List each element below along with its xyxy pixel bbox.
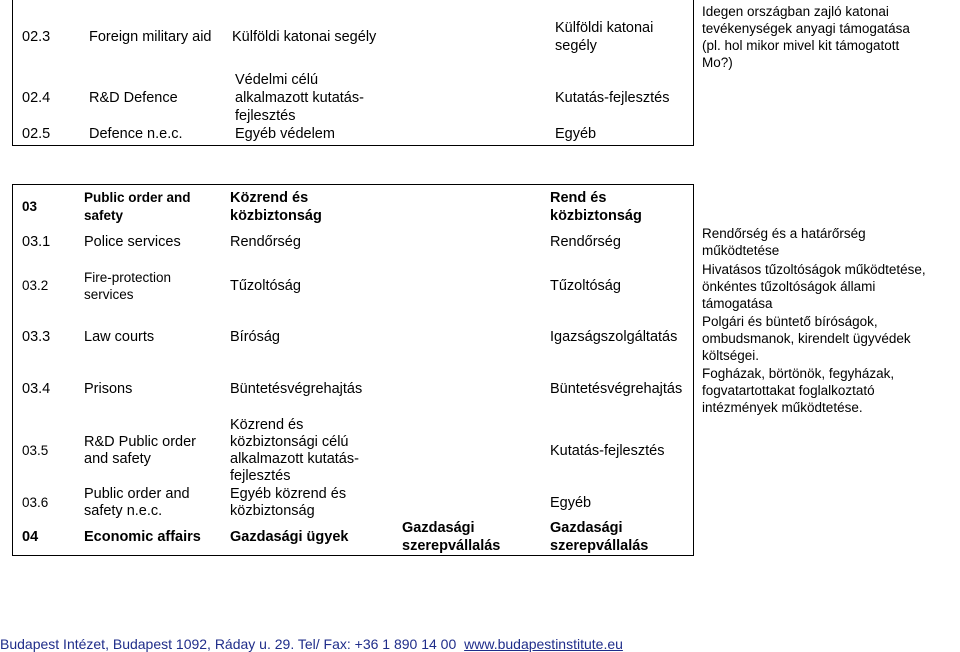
row-category: Rend és [550,190,607,206]
footer-link[interactable]: www.budapestinstitute.eu [464,636,623,652]
row-hungarian: fejlesztés [230,468,291,484]
note-text: Rendőrség és a határőrség [702,226,866,241]
row-category: Egyéb [555,126,597,142]
row-english: Law courts [84,329,155,345]
row-hungarian: közbiztonság [230,503,315,519]
row-code: 03 [22,199,38,214]
row-category: Kutatás-fejlesztés [555,90,670,106]
row-hungarian: Közrend és [230,417,304,433]
note-text: támogatása [702,296,773,311]
row-category: Külföldi katonai [555,20,654,36]
row-code: 03.4 [22,381,51,397]
row-hungarian: Egyéb közrend és [230,486,347,502]
row-english: Public order and [84,486,190,502]
table-border [693,184,694,556]
row-code: 02.3 [22,29,51,45]
page-footer [0,636,623,652]
row-category: Igazságszolgáltatás [550,329,678,345]
note-text: Polgári és büntető bíróságok, [702,314,878,329]
row-hungarian: fejlesztés [235,108,296,124]
row-english: safety [84,208,124,223]
row-hungarian: közbiztonság [230,208,322,224]
note-text: Mo?) [702,55,733,70]
table-border [12,184,693,185]
row-category: Egyéb [550,495,592,511]
row-category: Gazdasági [550,520,623,536]
note-text: (pl. hol mikor mivel kit támogatott [702,38,900,53]
table-border [12,184,13,556]
row-english: Fire-protection [84,270,172,285]
row-english: Defence n.e.c. [89,126,183,142]
table-border [12,145,694,146]
row-category: Gazdasági [402,520,475,536]
row-english: Public order and [84,190,191,205]
row-code: 03.5 [22,443,49,458]
footer-address: Budapest Intézet, Budapest 1092, Ráday u. 29. Tel/ Fax: +36 1 890 14 00 [0,636,457,652]
row-english: and safety [84,451,151,467]
note-text: intézmények működtetése. [702,400,863,415]
row-category: Kutatás-fejlesztés [550,443,665,459]
row-english: services [84,287,134,302]
row-hungarian: Rendőrség [230,234,301,250]
row-category: Rendőrség [550,234,621,250]
row-hungarian: Gazdasági ügyek [230,529,349,545]
row-code: 02.4 [22,90,51,106]
note-text: Hivatásos tűzoltóságok működtetése, [702,262,926,277]
row-code: 02.5 [22,126,51,142]
row-english: R&D Public order [84,434,197,450]
row-english: safety n.e.c. [84,503,163,519]
row-code: 03.1 [22,234,51,250]
row-category: szerepvállalás [402,538,501,554]
row-code: 03.6 [22,495,49,510]
row-hungarian: Büntetésvégrehajtás [230,381,363,397]
row-hungarian: Egyéb védelem [235,126,335,142]
note-text: fogvatartottakat foglalkoztató [702,383,875,398]
row-english: Foreign military aid [89,29,212,45]
row-category: Tűzoltóság [550,278,621,294]
row-code: 03.3 [22,329,51,345]
row-english: R&D Defence [89,90,178,106]
row-english: Economic affairs [84,529,201,545]
row-hungarian: Közrend és [230,190,309,206]
row-hungarian: Bíróság [230,329,280,345]
row-hungarian: alkalmazott kutatás- [235,90,364,106]
note-text: működtetése [702,243,780,258]
note-text: költségei. [702,348,760,363]
table-border [693,0,694,146]
table-border [12,555,694,556]
row-category: szerepvállalás [550,538,649,554]
row-hungarian: Védelmi célú [235,72,319,88]
table-border [12,0,13,146]
row-code: 03.2 [22,278,49,293]
row-hungarian: alkalmazott kutatás- [230,451,359,467]
note-text: ombudsmanok, kirendelt ügyvédek [702,331,911,346]
row-hungarian: Tűzoltóság [230,278,301,294]
row-category: Büntetésvégrehajtás [550,381,683,397]
note-text: tevékenységek anyagi támogatása [702,21,910,36]
row-category: segély [555,38,597,54]
row-category: közbiztonság [550,208,642,224]
row-english: Prisons [84,381,133,397]
note-text: Fogházak, börtönök, fegyházak, [702,366,895,381]
row-hungarian: közbiztonsági célú [230,434,349,450]
row-english: Police services [84,234,181,250]
row-code: 04 [22,529,39,545]
note-text: önkéntes tűzoltóságok állami [702,279,876,294]
note-text: Idegen országban zajló katonai [702,4,889,19]
row-hungarian: Külföldi katonai segély [232,29,377,45]
